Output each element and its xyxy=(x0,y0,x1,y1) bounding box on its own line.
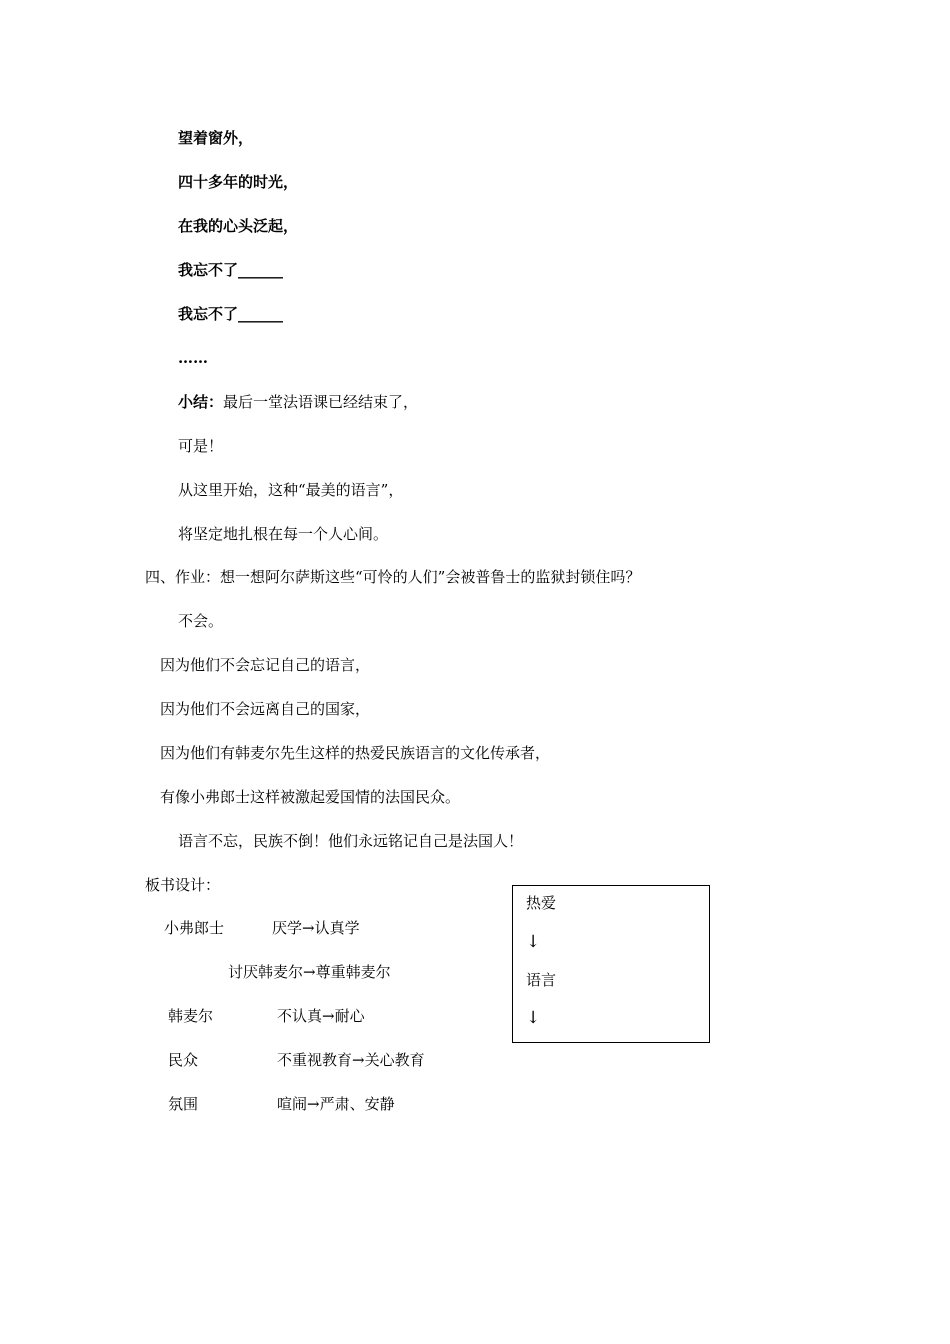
board-row-left: 民众 xyxy=(168,1051,199,1069)
down-arrow-icon: ↓ xyxy=(526,932,541,952)
homework-reason: 有像小弗郎士这样被激起爱国情的法国民众。 xyxy=(160,788,461,806)
poem-line: 四十多年的时光， xyxy=(178,173,299,191)
summary-paragraph xyxy=(178,392,418,412)
board-row-right: 讨厌韩麦尔→尊重韩麦尔 xyxy=(228,963,391,981)
board-row-right: 喧闹→严肃、安静 xyxy=(277,1095,395,1113)
homework-conclusion: 语言不忘，民族不倒！他们永远铭记自己是法国人！ xyxy=(178,832,524,850)
down-arrow-icon: ↓ xyxy=(526,1008,541,1028)
poem-line: 望着窗外， xyxy=(178,129,254,147)
board-row-right: 厌学→认真学 xyxy=(272,919,360,937)
board-box-text: 语言 xyxy=(526,971,557,989)
poem-line: 在我的心头泛起， xyxy=(178,217,299,235)
homework-reason: 因为他们不会远离自己的国家， xyxy=(160,700,371,718)
summary-line: 将坚定地扎根在每一个人心间。 xyxy=(178,525,389,543)
board-box xyxy=(512,885,710,1043)
poem-line: 我忘不了______ xyxy=(178,305,284,323)
board-row-left: 韩麦尔 xyxy=(168,1007,214,1025)
board-row-right: 不重视教育→关心教育 xyxy=(277,1051,425,1069)
summary-label: 小结： xyxy=(178,393,224,411)
homework-reason: 因为他们有韩麦尔先生这样的热爱民族语言的文化传承者， xyxy=(160,744,551,762)
summary-line: 从这里开始，这种“最美的语言”， xyxy=(178,481,404,499)
summary-line: 可是！ xyxy=(178,437,224,455)
homework-question: 四、作业：想一想阿尔萨斯这些“可怜的人们”会被普鲁士的监狱封锁住吗？ xyxy=(145,568,641,586)
board-box-text: 热爱 xyxy=(526,894,557,912)
summary-text: 最后一堂法语课已经结束了， xyxy=(223,393,419,411)
poem-ellipsis: …… xyxy=(178,349,208,367)
board-row-left: 小弗郎士 xyxy=(164,919,225,937)
board-title: 板书设计： xyxy=(145,876,221,894)
homework-reason: 因为他们不会忘记自己的语言， xyxy=(160,656,371,674)
poem-line: 我忘不了______ xyxy=(178,261,284,279)
board-row-left: 氛围 xyxy=(168,1095,199,1113)
homework-answer: 不会。 xyxy=(178,612,224,630)
board-row-right: 不认真→耐心 xyxy=(277,1007,365,1025)
